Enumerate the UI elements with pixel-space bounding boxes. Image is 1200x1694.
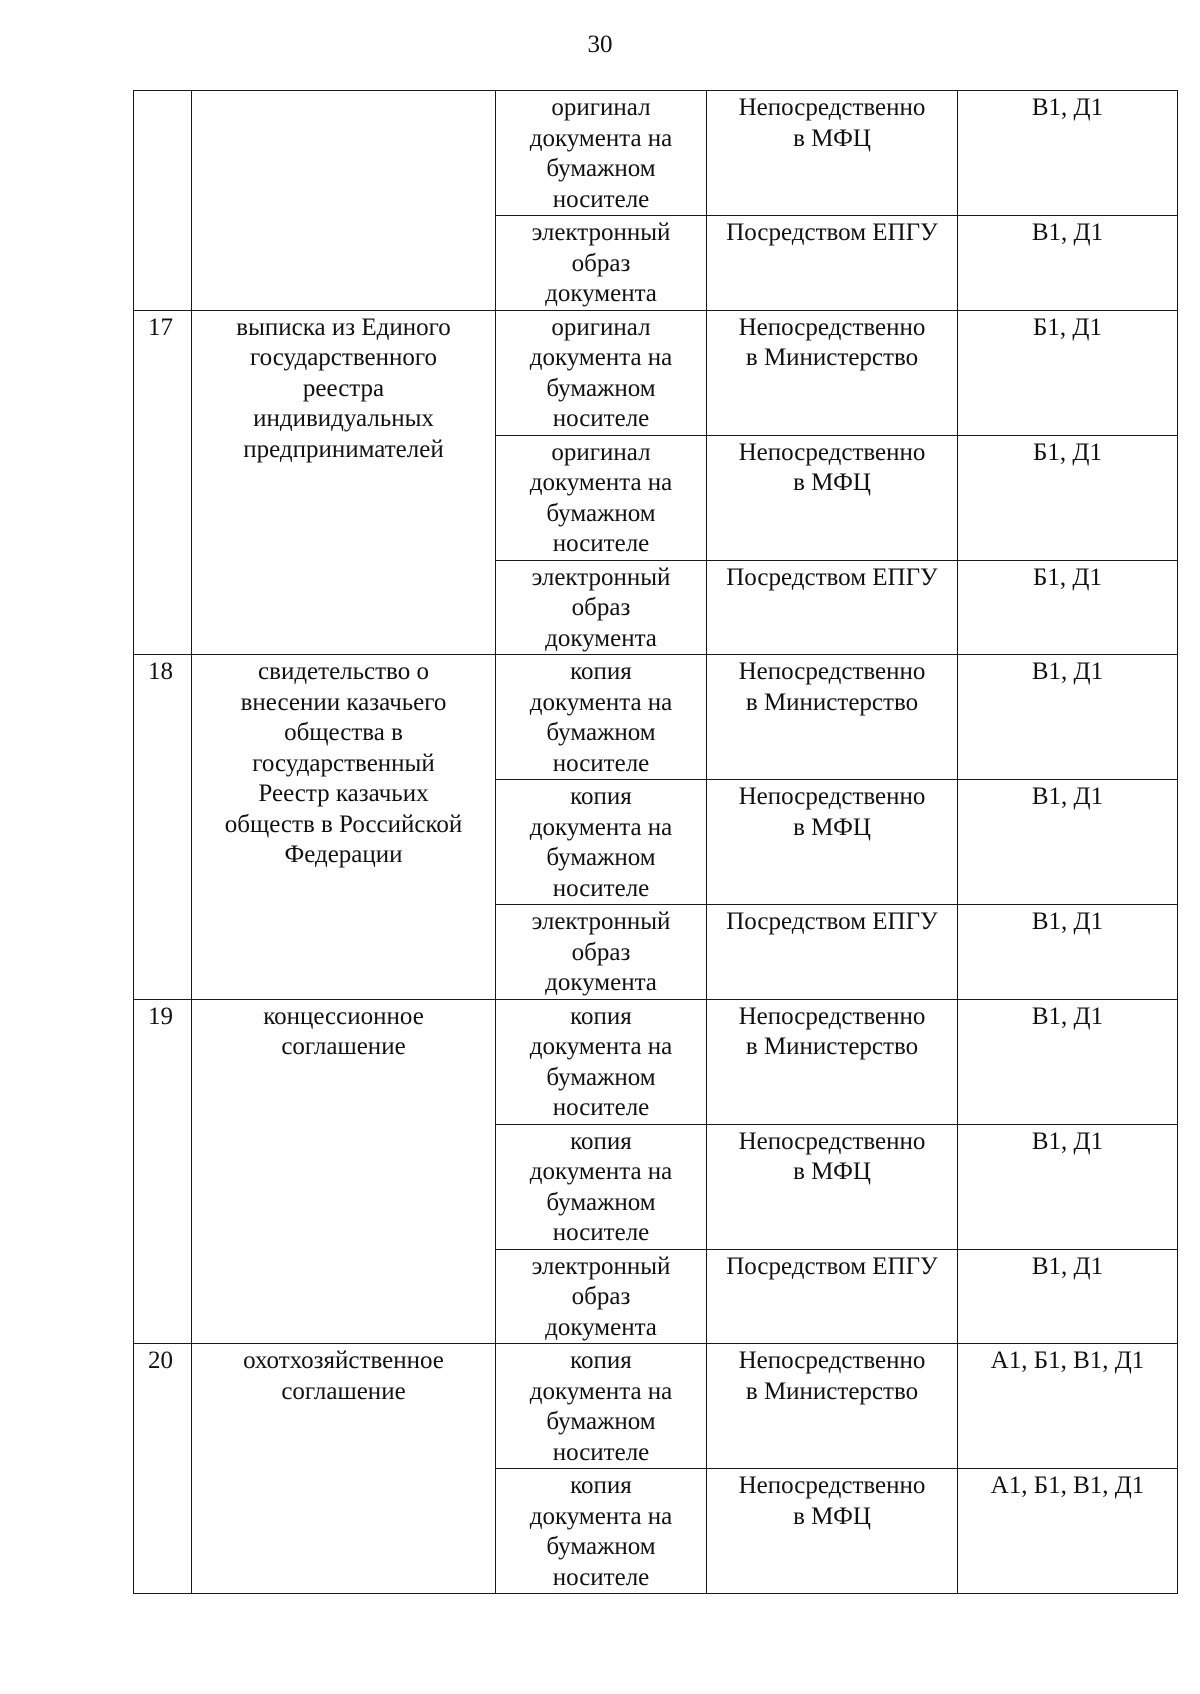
result-codes-text: В1, Д1 (1031, 908, 1104, 935)
submission-method (707, 655, 958, 780)
submission-method-text: Непосредственно в Министерство (738, 658, 926, 716)
document-form (496, 435, 707, 560)
row-number (134, 91, 192, 311)
table-row (134, 91, 1178, 216)
result-codes-text: А1, Б1, В1, Д1 (990, 1472, 1145, 1499)
result-codes-text: В1, Д1 (1031, 219, 1104, 246)
row-number (134, 999, 192, 1344)
result-codes-text: В1, Д1 (1031, 94, 1104, 121)
document-form-text: копия документа на бумажном носителе (529, 1127, 673, 1246)
submission-method-text: Непосредственно в МФЦ (738, 438, 926, 496)
document-form-text: оригинал документа на бумажном носителе (529, 313, 673, 432)
submission-method-text: Посредством ЕПГУ (726, 219, 938, 246)
submission-method-text: Посредством ЕПГУ (726, 908, 938, 935)
result-codes (958, 1249, 1178, 1344)
document-form-text: копия документа на бумажном носителе (529, 783, 673, 902)
row-number-text: 20 (148, 1347, 173, 1374)
document-form (496, 1469, 707, 1594)
submission-method (707, 1249, 958, 1344)
table-row (134, 655, 1178, 780)
document-form (496, 1344, 707, 1469)
document-name-text: охотхозяйственное соглашение (243, 1347, 444, 1405)
document-name (192, 310, 496, 655)
result-codes-text: В1, Д1 (1031, 1252, 1104, 1280)
result-codes-text: В1, Д1 (1031, 1127, 1104, 1155)
table-row (134, 310, 1178, 435)
submission-method-text: Непосредственно в Министерство (738, 1002, 926, 1060)
document-form (496, 1249, 707, 1344)
result-codes (958, 1469, 1178, 1594)
submission-method-text: Непосредственно в МФЦ (738, 1472, 926, 1530)
document-form (496, 999, 707, 1124)
result-codes (958, 435, 1178, 560)
document-name-text: концессионное соглашение (263, 1002, 424, 1060)
result-codes (958, 1344, 1178, 1469)
submission-method-text: Непосредственно в МФЦ (738, 94, 926, 152)
result-codes-text: Б1, Д1 (1033, 313, 1102, 341)
documents-table (133, 90, 1178, 1594)
table-row (134, 1344, 1178, 1469)
result-codes (958, 999, 1178, 1124)
document-name-text: выписка из Единого государственного реестра индивидуальных предпринимателей (236, 313, 451, 463)
document-form-text: электронный образ документа (531, 563, 671, 652)
document-form-text: электронный образ документа (531, 1252, 671, 1341)
document-form (496, 655, 707, 780)
result-codes-text: В1, Д1 (1031, 783, 1104, 810)
submission-method-text: Непосредственно в МФЦ (738, 1127, 926, 1185)
result-codes (958, 780, 1178, 905)
row-number (134, 310, 192, 655)
submission-method (707, 905, 958, 1000)
result-codes (958, 655, 1178, 780)
row-number (134, 1344, 192, 1594)
document-form (496, 91, 707, 216)
document-form-text: копия документа на бумажном носителе (529, 658, 673, 777)
page-number: 30 (587, 31, 613, 58)
result-codes (958, 91, 1178, 216)
result-codes-text: А1, Б1, В1, Д1 (990, 1347, 1145, 1374)
document-form-text: оригинал документа на бумажном носителе (529, 438, 673, 557)
document-form (496, 216, 707, 311)
result-codes (958, 560, 1178, 655)
table-row (134, 999, 1178, 1124)
document-name (192, 91, 496, 311)
submission-method-text: Непосредственно в МФЦ (738, 783, 926, 841)
submission-method (707, 560, 958, 655)
submission-method (707, 310, 958, 435)
document-name (192, 655, 496, 1000)
row-number-text: 19 (148, 1002, 173, 1030)
result-codes-text: В1, Д1 (1031, 1002, 1104, 1030)
document-name-text: свидетельство о внесении казачьего общества в государственный Реестр казачьих обществ в Российской Федерации (224, 658, 463, 868)
submission-method (707, 435, 958, 560)
row-number (134, 655, 192, 1000)
submission-method (707, 216, 958, 311)
submission-method-text: Посредством ЕПГУ (726, 1252, 938, 1280)
document-form (496, 1124, 707, 1249)
submission-method-text: Непосредственно в Министерство (738, 313, 926, 371)
row-number-text: 17 (148, 313, 173, 341)
submission-method-text: Непосредственно в Министерство (738, 1347, 926, 1405)
document-form-text: копия документа на бумажном носителе (529, 1347, 673, 1466)
document-form-text: копия документа на бумажном носителе (529, 1002, 673, 1121)
document-form-text: электронный образ документа (531, 908, 671, 996)
submission-method (707, 999, 958, 1124)
submission-method (707, 1124, 958, 1249)
document-name (192, 999, 496, 1344)
document-form (496, 780, 707, 905)
document-form-text: оригинал документа на бумажном носителе (529, 94, 673, 213)
result-codes-text: Б1, Д1 (1033, 438, 1102, 466)
document-form (496, 560, 707, 655)
submission-method (707, 1344, 958, 1469)
result-codes (958, 310, 1178, 435)
result-codes (958, 216, 1178, 311)
row-number-text: 18 (148, 658, 173, 685)
submission-method (707, 1469, 958, 1594)
table-body (134, 91, 1178, 1594)
result-codes-text: В1, Д1 (1031, 658, 1104, 685)
submission-method-text: Посредством ЕПГУ (726, 563, 938, 591)
result-codes-text: Б1, Д1 (1033, 563, 1102, 591)
document-form-text: электронный образ документа (531, 219, 671, 307)
document-form-text: копия документа на бумажном носителе (529, 1472, 673, 1591)
submission-method (707, 91, 958, 216)
document-form (496, 905, 707, 1000)
submission-method (707, 780, 958, 905)
result-codes (958, 905, 1178, 1000)
result-codes (958, 1124, 1178, 1249)
document-name (192, 1344, 496, 1594)
document-form (496, 310, 707, 435)
